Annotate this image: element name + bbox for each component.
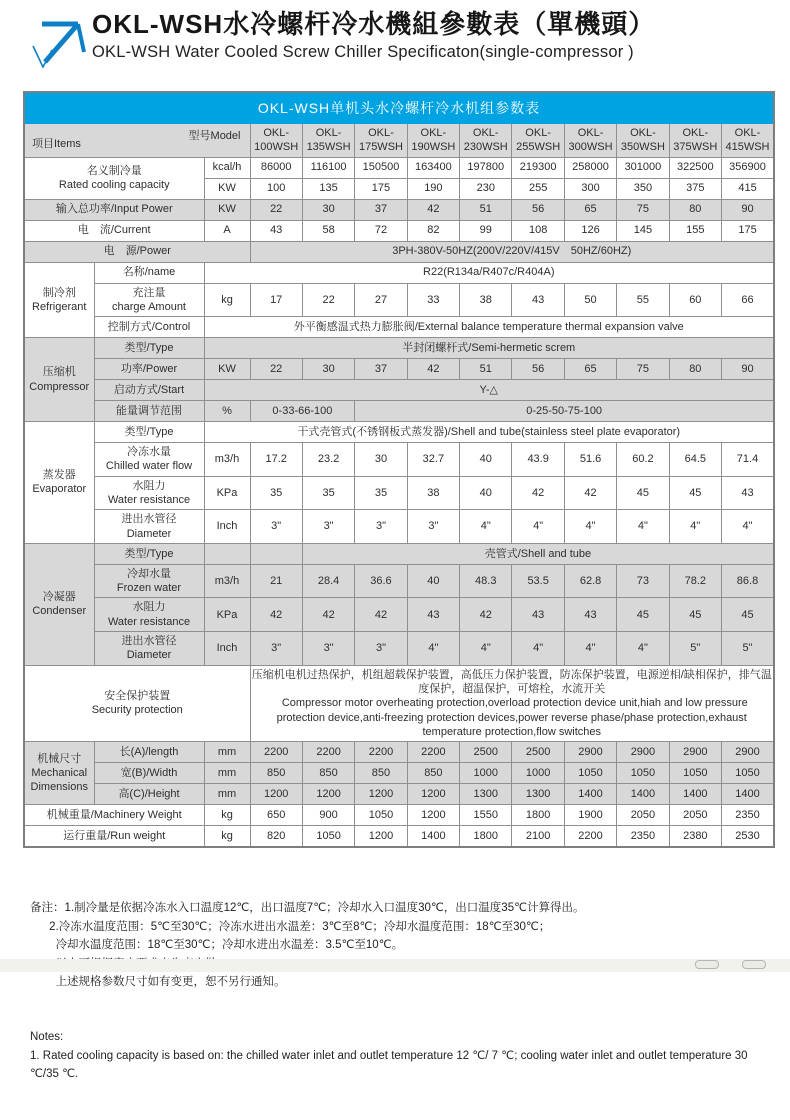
value-cell: 51.6 [564,443,616,477]
row-label: 功率/Power [94,359,204,380]
value-cell: 850 [355,763,407,784]
model-col-header: OKL- 415WSH [722,123,774,157]
value-cell: 850 [302,763,354,784]
value-cell: 53.5 [512,564,564,598]
value-cell: 126 [564,220,616,241]
value-cell: 2350 [722,805,774,826]
spec-table-body [24,92,774,847]
security-text: 压缩机电机过热保护，机组超载保护装置，高低压力保护装置，防冻保护装置，电源逆相/缺相保护，排气温度保护，超温保护，可熔栓，水流开关 Compressor motor overheating protection,overload protection device unit,hiah and low pressure protection device,anti-freezing protection devices,power reverse phase/phase protection,exhaust temperature protection,flow switches [250,665,774,741]
value-cell: 45 [722,598,774,632]
value-cell: 350 [617,178,669,199]
note-line-cn: 上述规格参数尺寸如有变更，恕不另行通知。 [30,975,286,988]
value-cell: 2200 [564,826,616,847]
value-cell: 4" [512,510,564,544]
bottom-strip [0,959,790,972]
value-cell: 28.4 [302,564,354,598]
value-cell: 4" [512,632,564,666]
value-cell: 42 [302,598,354,632]
value-cell: 22 [250,199,302,220]
value-cell: 35 [355,476,407,510]
row-label: 水阻力 Water resistance [94,598,204,632]
merged-value: 壳管式/Shell and tube [302,543,774,564]
value-cell: 116100 [302,157,354,178]
value-cell: 42 [512,476,564,510]
value-cell: 2200 [355,742,407,763]
value-cell: 2200 [407,742,459,763]
value-cell: 2900 [617,742,669,763]
value-cell: 1400 [564,784,616,805]
value-cell: 80 [669,199,721,220]
value-cell: 42 [250,598,302,632]
value-cell: 2050 [669,805,721,826]
merged-value: 0-25-50-75-100 [355,401,774,422]
value-cell: 1200 [407,784,459,805]
value-cell: 650 [250,805,302,826]
group-label: 制冷剂 Refrigerant [24,262,94,338]
value-cell: 43 [722,476,774,510]
value-cell: 2500 [460,742,512,763]
value-cell: 2900 [669,742,721,763]
merged-value: R22(R134a/R407c/R404A) [204,262,774,283]
page-header [0,0,790,70]
value-cell: 145 [617,220,669,241]
model-col-header: OKL- 375WSH [669,123,721,157]
value-cell: 42 [460,598,512,632]
unit-cell: KPa [204,598,250,632]
value-cell: 2900 [564,742,616,763]
merged-value: 3PH-380V-50HZ(200V/220V/415V 50HZ/60HZ) [250,241,774,262]
row-label: 安全保护装置 Security protection [24,665,250,741]
value-cell: 45 [669,598,721,632]
value-cell: 43 [512,598,564,632]
model-col-header: OKL- 135WSH [302,123,354,157]
value-cell: 82 [407,220,459,241]
value-cell: 4" [460,632,512,666]
value-cell: 356900 [722,157,774,178]
value-cell: 2900 [722,742,774,763]
value-cell: 4" [564,632,616,666]
value-cell: 1400 [722,784,774,805]
model-label: 型号Model [188,129,241,142]
value-cell: 1900 [564,805,616,826]
value-cell: 2380 [669,826,721,847]
model-col-header: OKL- 175WSH [355,123,407,157]
value-cell: 300 [564,178,616,199]
merged-value: 0-33-66-100 [250,401,355,422]
unit-cell: kg [204,826,250,847]
value-cell: 60 [669,283,721,317]
value-cell: 38 [407,476,459,510]
value-cell: 415 [722,178,774,199]
value-cell: 90 [722,359,774,380]
unit-cell: m3/h [204,443,250,477]
value-cell: 2200 [250,742,302,763]
value-cell: 2500 [512,742,564,763]
value-cell: 4" [617,510,669,544]
spec-table [23,91,775,848]
title-block [92,10,655,62]
value-cell: 30 [302,199,354,220]
value-cell: 65 [564,359,616,380]
value-cell: 36.6 [355,564,407,598]
model-col-header: OKL- 190WSH [407,123,459,157]
value-cell: 71.4 [722,443,774,477]
value-cell: 42 [564,476,616,510]
merged-value: 干式壳管式(不锈钢板式蒸发器)/Shell and tube(stainless steel plate evaporator) [204,422,774,443]
value-cell: 50 [564,283,616,317]
unit-cell: mm [204,763,250,784]
value-cell: 38 [460,283,512,317]
row-label: 进出水管径 Diameter [94,510,204,544]
value-cell: 17.2 [250,443,302,477]
value-cell: 22 [250,359,302,380]
value-cell: 42 [407,359,459,380]
note-line-en: Notes: [30,1031,64,1044]
value-cell: 43 [564,598,616,632]
value-cell: 62.8 [564,564,616,598]
value-cell: 72 [355,220,407,241]
row-label: 类型/Type [94,543,204,564]
row-label: 进出水管径 Diameter [94,632,204,666]
value-cell: 3" [355,632,407,666]
value-cell: 27 [355,283,407,317]
value-cell: 51 [460,359,512,380]
model-col-header: OKL- 255WSH [512,123,564,157]
value-cell: 43 [407,598,459,632]
value-cell: 1200 [250,784,302,805]
row-label: 充注量 charge Amount [94,283,204,317]
value-cell: 60.2 [617,443,669,477]
page-subtitle: OKL-WSH Water Cooled Screw Chiller Specificaton(single-compressor ) [92,42,634,61]
value-cell: 4" [722,510,774,544]
unit-cell: Inch [204,632,250,666]
value-cell: 375 [669,178,721,199]
value-cell: 45 [617,476,669,510]
value-cell: 5" [722,632,774,666]
value-cell: 75 [617,199,669,220]
value-cell: 43.9 [512,443,564,477]
value-cell: 301000 [617,157,669,178]
value-cell: 4" [669,510,721,544]
value-cell: 4" [617,632,669,666]
value-cell: 2350 [617,826,669,847]
value-cell: 2100 [512,826,564,847]
value-cell: 1050 [564,763,616,784]
value-cell: 5" [669,632,721,666]
row-label: 电 流/Current [24,220,204,241]
value-cell: 75 [617,359,669,380]
value-cell: 78.2 [669,564,721,598]
value-cell: 258000 [564,157,616,178]
value-cell: 1200 [302,784,354,805]
note-line-en: 1. Rated cooling capacity is based on: the chilled water inlet and outlet temperature 12 ℃/ 7 ℃; cooling water inlet and outlet temperature 30 ℃/35 ℃. [30,1049,751,1080]
value-cell: 21 [250,564,302,598]
value-cell: 1050 [617,763,669,784]
value-cell: 35 [250,476,302,510]
unit-cell: A [204,220,250,241]
row-label: 启动方式/Start [94,380,204,401]
model-col-header: OKL- 350WSH [617,123,669,157]
value-cell: 40 [407,564,459,598]
value-cell: 1550 [460,805,512,826]
row-label: 机械重量/Machinery Weight [24,805,204,826]
value-cell: 90 [722,199,774,220]
value-cell: 3" [407,510,459,544]
value-cell: 850 [250,763,302,784]
row-label: 类型/Type [94,338,204,359]
value-cell: 1200 [407,805,459,826]
row-label: 长(A)/length [94,742,204,763]
table-cell [204,543,250,564]
value-cell: 1050 [302,826,354,847]
row-label: 控制方式/Control [94,317,204,338]
value-cell: 37 [355,359,407,380]
value-cell: 48.3 [460,564,512,598]
note-line-cn: 冷却水温度范围：18℃至30℃；冷却水进出水温差：3.5℃至10℃。 [30,939,404,952]
row-label: 冷冻水量 Chilled water flow [94,443,204,477]
value-cell: 35 [302,476,354,510]
value-cell: 1050 [669,763,721,784]
value-cell: 37 [355,199,407,220]
note-line-cn: 备注：1.制冷量是依据冷冻水入口温度12℃，出口温度7℃；冷却水入口温度30℃，出口温度35℃计算得出。 [30,902,585,915]
unit-cell: mm [204,742,250,763]
unit-cell: kg [204,283,250,317]
value-cell: 40 [460,476,512,510]
value-cell: 3" [250,510,302,544]
value-cell: 175 [722,220,774,241]
row-label: 冷却水量 Frozen water [94,564,204,598]
value-cell: 45 [669,476,721,510]
items-label: 项目Items [32,138,81,151]
row-label: 名称/name [94,262,204,283]
value-cell: 1050 [355,805,407,826]
value-cell: 3" [302,632,354,666]
group-label: 机械尺寸 Mechanical Dimensions [24,742,94,805]
value-cell: 255 [512,178,564,199]
page-title: OKL-WSH水冷螺杆冷水機組參數表（單機頭） [92,9,656,39]
value-cell: 42 [407,199,459,220]
value-cell: 197800 [460,157,512,178]
value-cell: 322500 [669,157,721,178]
value-cell: 56 [512,199,564,220]
value-cell: 80 [669,359,721,380]
value-cell: 1050 [722,763,774,784]
row-label: 输入总功率/Input Power [24,199,204,220]
value-cell: 135 [302,178,354,199]
value-cell: 1000 [460,763,512,784]
value-cell: 40 [460,443,512,477]
table-title: OKL-WSH单机头水冷螺杆冷水机组参数表 [24,92,774,123]
unit-cell: KPa [204,476,250,510]
value-cell: 850 [407,763,459,784]
arrow-up-right-icon [28,12,92,70]
value-cell: 4" [460,510,512,544]
value-cell: 175 [355,178,407,199]
value-cell: 43 [250,220,302,241]
value-cell: 56 [512,359,564,380]
value-cell: 190 [407,178,459,199]
value-cell: 23.2 [302,443,354,477]
value-cell: 58 [302,220,354,241]
row-label: 高(C)/Height [94,784,204,805]
row-label: 名义制冷量 Rated cooling capacity [24,157,204,199]
value-cell: 100 [250,178,302,199]
value-cell: 155 [669,220,721,241]
value-cell: 219300 [512,157,564,178]
value-cell: 4" [407,632,459,666]
value-cell: 2050 [617,805,669,826]
row-label: 宽(B)/Width [94,763,204,784]
value-cell: 1300 [512,784,564,805]
row-label: 电 源/Power [24,241,250,262]
value-cell: 30 [355,443,407,477]
unit-cell: m3/h [204,564,250,598]
items-model-header [24,123,250,157]
value-cell: 1200 [355,826,407,847]
value-cell: 1800 [512,805,564,826]
value-cell: 1300 [460,784,512,805]
value-cell: 1400 [617,784,669,805]
unit-cell: % [204,401,250,422]
value-cell: 99 [460,220,512,241]
value-cell: 3" [250,632,302,666]
notes-chinese [30,899,775,991]
value-cell: 43 [512,283,564,317]
value-cell: 42 [355,598,407,632]
value-cell: 820 [250,826,302,847]
value-cell: 55 [617,283,669,317]
row-label: 类型/Type [94,422,204,443]
group-label: 蒸发器 Evaporator [24,422,94,544]
model-col-header: OKL- 100WSH [250,123,302,157]
value-cell: 1000 [512,763,564,784]
unit-cell: kg [204,805,250,826]
value-cell: 108 [512,220,564,241]
model-col-header: OKL- 300WSH [564,123,616,157]
value-cell: 45 [617,598,669,632]
value-cell: 163400 [407,157,459,178]
value-cell: 22 [302,283,354,317]
group-label: 冷凝器 Condenser [24,543,94,665]
value-cell: 4" [564,510,616,544]
value-cell: 33 [407,283,459,317]
value-cell: 64.5 [669,443,721,477]
merged-value: Y-△ [204,380,774,401]
value-cell: 17 [250,283,302,317]
value-cell: 86000 [250,157,302,178]
value-cell: 65 [564,199,616,220]
table-cell [250,543,302,564]
value-cell: 150500 [355,157,407,178]
group-label: 压缩机 Compressor [24,338,94,422]
row-label: 能量调节范围 [94,401,204,422]
notes-english [30,1028,775,1083]
merged-value: 外平衡感温式热力膨胀阀/External balance temperature thermal expansion valve [204,317,774,338]
unit-cell: mm [204,784,250,805]
unit-cell: Inch [204,510,250,544]
value-cell: 51 [460,199,512,220]
value-cell: 1800 [460,826,512,847]
value-cell: 73 [617,564,669,598]
value-cell: 900 [302,805,354,826]
page-control-chip [695,960,719,969]
value-cell: 66 [722,283,774,317]
value-cell: 2200 [302,742,354,763]
page-control-chip [742,960,766,969]
value-cell: 32.7 [407,443,459,477]
merged-value: 半封闭螺杆式/Semi-hermetic screm [204,338,774,359]
note-line-cn: 2.冷冻水温度范围：5℃至30℃；冷冻水进出水温差：3℃至8℃；冷却水温度范围：18℃至30℃； [30,920,551,933]
value-cell: 3" [302,510,354,544]
unit-cell: KW [204,199,250,220]
row-label: 运行重量/Run weight [24,826,204,847]
row-label: 水阻力 Water resistance [94,476,204,510]
value-cell: 1400 [407,826,459,847]
unit-cell: KW [204,359,250,380]
unit-cell: kcal/h [204,157,250,178]
value-cell: 86.8 [722,564,774,598]
notes [30,863,775,1120]
value-cell: 1400 [669,784,721,805]
value-cell: 1200 [355,784,407,805]
unit-cell: KW [204,178,250,199]
value-cell: 2530 [722,826,774,847]
value-cell: 30 [302,359,354,380]
value-cell: 230 [460,178,512,199]
value-cell: 3" [355,510,407,544]
model-col-header: OKL- 230WSH [460,123,512,157]
